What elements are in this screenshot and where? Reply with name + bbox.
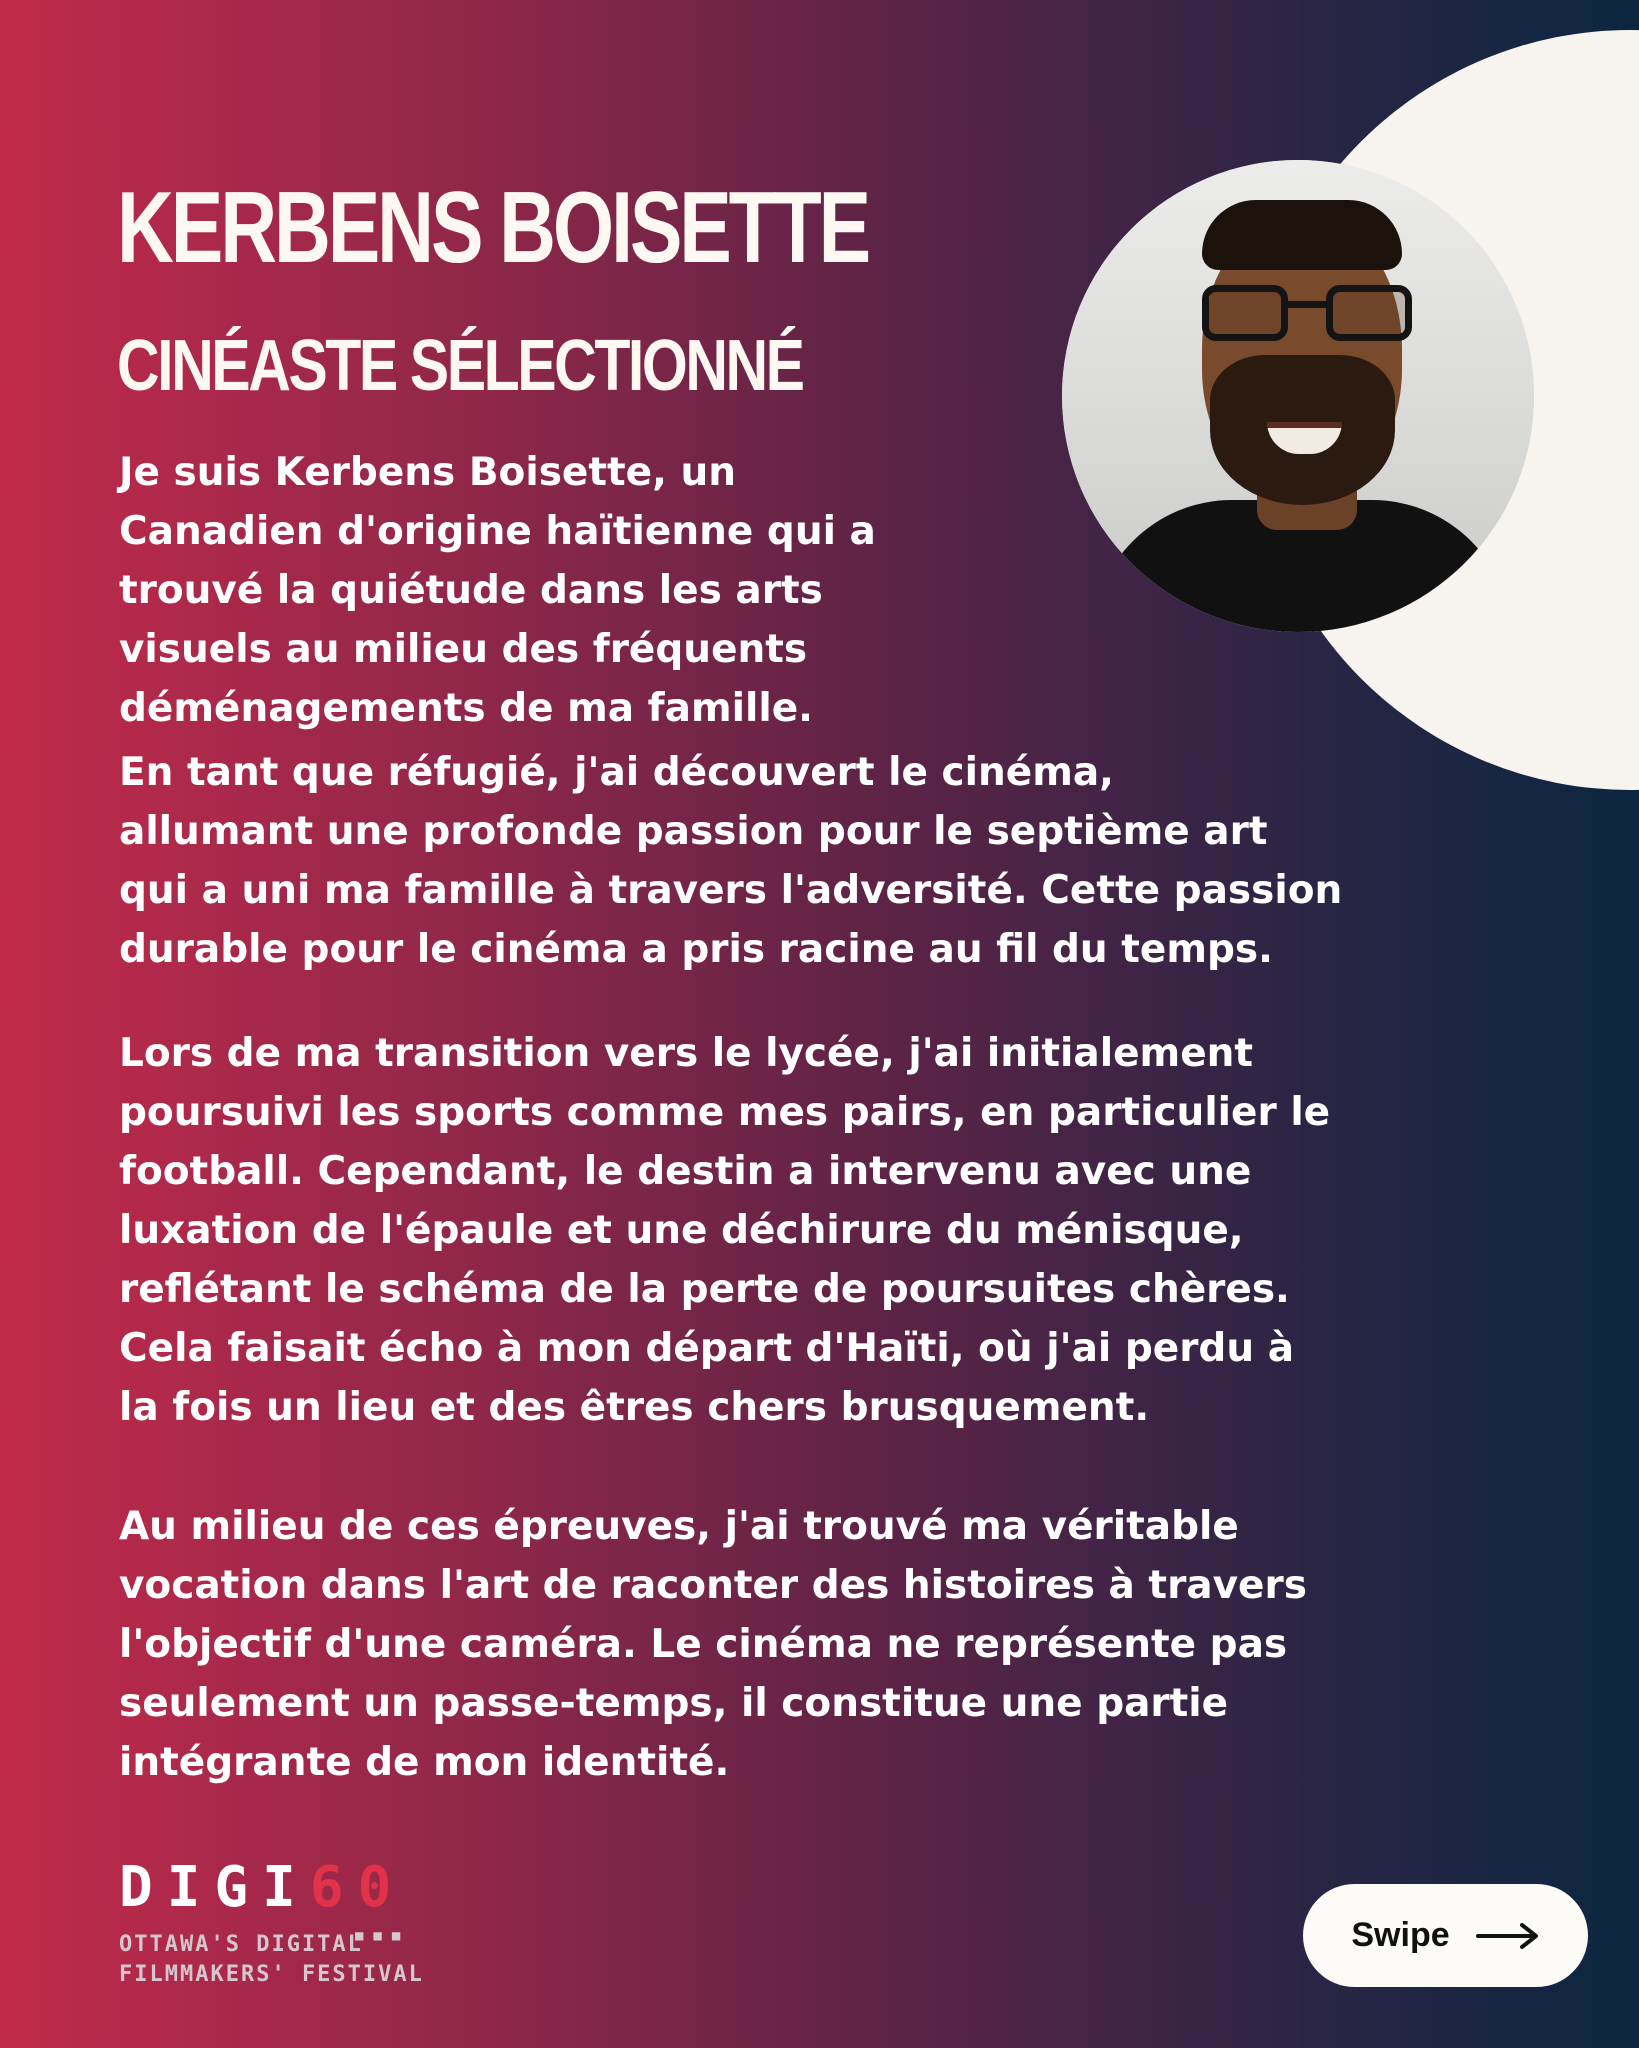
glasses-bridge bbox=[1286, 301, 1328, 308]
glasses-right-lens bbox=[1326, 285, 1412, 341]
portrait-photo bbox=[1062, 160, 1534, 632]
logo-digi: DIGI bbox=[119, 1855, 310, 1920]
logo-tagline: OTTAWA'S DIGITAL FILMMAKERS' FESTIVAL bbox=[119, 1932, 424, 1987]
bio-paragraph-1: Je suis Kerbens Boisette, un Canadien d'origine haïtienne qui a trouvé la quiétude dans les arts visuels au milieu des fréquents déménagements de ma famille. bbox=[119, 450, 876, 731]
logo-wordmark bbox=[119, 1855, 424, 1920]
filmmaker-role: CINÉASTE SÉLECTIONNÉ bbox=[117, 326, 803, 406]
swipe-button[interactable] bbox=[1303, 1884, 1588, 1987]
arrow-right-icon bbox=[1476, 1922, 1540, 1950]
bio-paragraph-3: Lors de ma transition vers le lycée, j'ai initialement poursuivi les sports comme mes pairs, en particulier le football. Cependant, le destin a intervenu avec une luxation de l'épaule et une déchirure du ménisque, reflétant le schéma de la perte de poursuites chères. Cela faisait écho à mon départ d'Haïti, où j'ai perdu à la fois un lieu et des êtres chers brusquement. bbox=[119, 1031, 1331, 1430]
logo-dots-icon: ■■■ bbox=[355, 1928, 411, 1944]
digi60-logo bbox=[119, 1855, 424, 1990]
photo-hair bbox=[1202, 200, 1402, 270]
swipe-label: Swipe bbox=[1351, 1916, 1450, 1954]
filmmaker-name: KERBENS BOISETTE bbox=[117, 172, 869, 284]
glasses-icon bbox=[1202, 285, 1412, 345]
bio-paragraph-2: En tant que réfugié, j'ai découvert le cinéma, allumant une profonde passion pour le septième art qui a uni ma famille à travers l'adversité. Cette passion durable pour le cinéma a pris racine au fil du temps. bbox=[119, 750, 1343, 972]
glasses-left-lens bbox=[1202, 285, 1288, 341]
logo-sixty: 60 bbox=[309, 1855, 406, 1920]
bio-paragraph-4: Au milieu de ces épreuves, j'ai trouvé ma véritable vocation dans l'art de raconter des histoires à travers l'objectif d'une caméra. Le cinéma ne représente pas seulement un passe-temps, il constitue une partie intégrante de mon identité. bbox=[119, 1504, 1307, 1785]
